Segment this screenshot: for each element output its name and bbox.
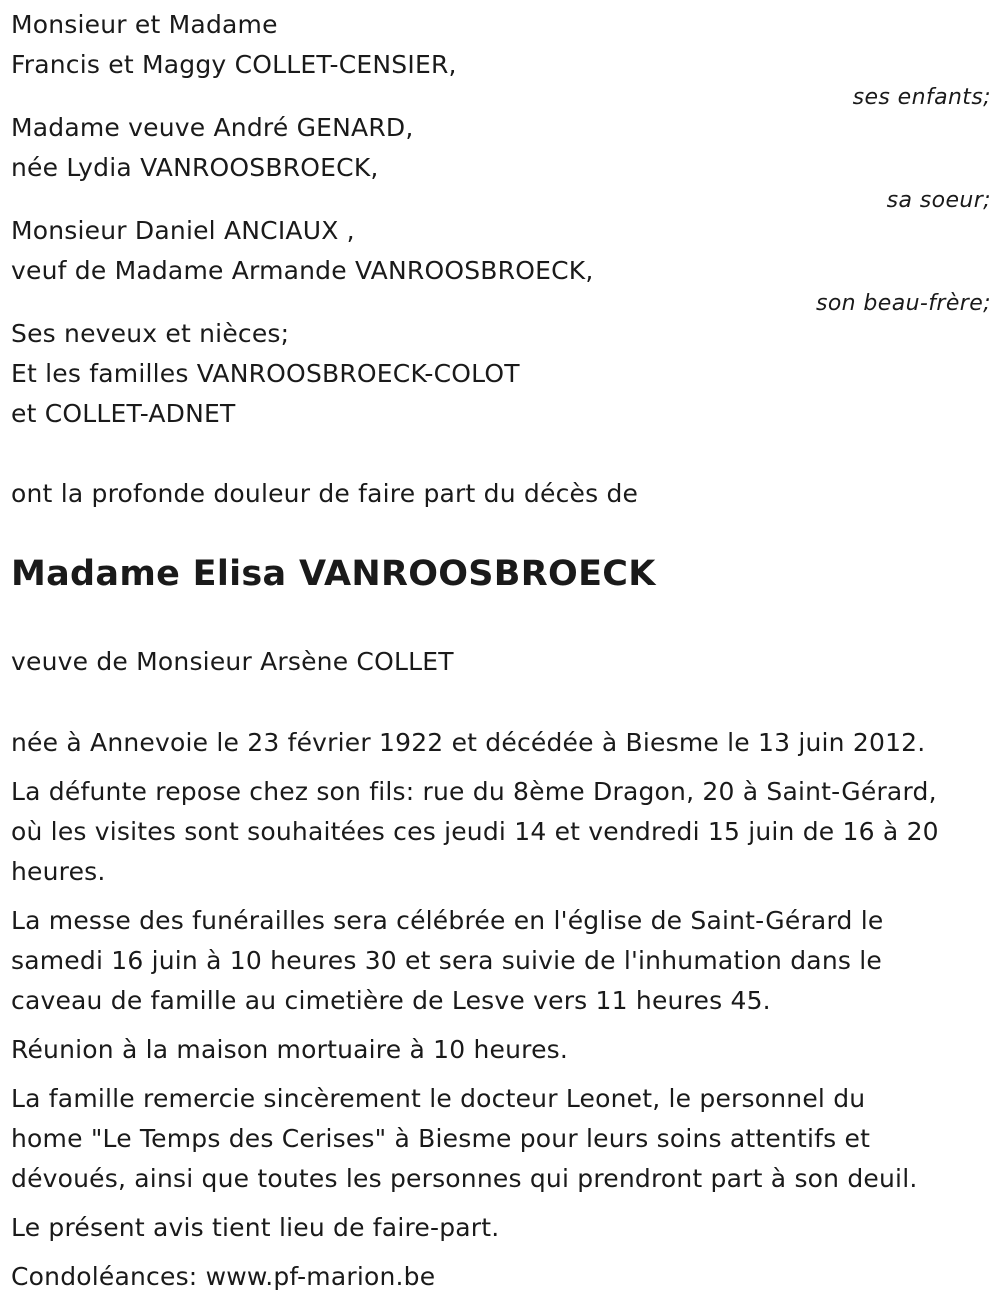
notice-paragraph bbox=[11, 1208, 991, 1248]
family-line: et COLLET-ADNET bbox=[11, 399, 236, 428]
family-group-extended bbox=[11, 314, 991, 434]
paragraph-line: heures. bbox=[11, 857, 106, 886]
family-line: Et les familles VANROOSBROECK-COLOT bbox=[11, 359, 520, 388]
relation-label: son beau-frère; bbox=[815, 291, 991, 316]
family-line: Ses neveux et nièces; bbox=[11, 319, 290, 348]
paragraph-line: Réunion à la maison mortuaire à 10 heures. bbox=[11, 1035, 569, 1064]
condolences-link[interactable]: Condoléances: www.pf-marion.be bbox=[11, 1262, 436, 1291]
condolences-paragraph bbox=[11, 1257, 991, 1297]
family-line: née Lydia VANROOSBROECK, bbox=[11, 153, 379, 182]
family-line: Monsieur et Madame bbox=[11, 10, 278, 39]
paragraph-line: née à Annevoie le 23 février 1922 et décédée à Biesme le 13 juin 2012. bbox=[11, 728, 926, 757]
paragraph-line: caveau de famille au cimetière de Lesve vers 11 heures 45. bbox=[11, 986, 771, 1015]
announcement-intro: ont la profonde douleur de faire part du décès de bbox=[11, 479, 639, 508]
family-group-sister bbox=[11, 108, 991, 214]
notice-body bbox=[11, 723, 991, 1306]
family-group-brother-in-law bbox=[11, 211, 991, 317]
funeral-mass-paragraph bbox=[11, 901, 991, 1021]
family-line: Madame veuve André GENARD, bbox=[11, 113, 414, 142]
paragraph-line: La famille remercie sincèrement le docteur Leonet, le personnel du bbox=[11, 1084, 866, 1113]
family-line: Francis et Maggy COLLET-CENSIER, bbox=[11, 50, 457, 79]
paragraph-line: Le présent avis tient lieu de faire-part. bbox=[11, 1213, 500, 1242]
meeting-paragraph bbox=[11, 1030, 991, 1070]
paragraph-line: dévoués, ainsi que toutes les personnes qui prendront part à son deuil. bbox=[11, 1164, 918, 1193]
relation-label: ses enfants; bbox=[852, 85, 991, 110]
family-group-children bbox=[11, 5, 991, 111]
visitation-paragraph bbox=[11, 772, 991, 892]
spouse-line: veuve de Monsieur Arsène COLLET bbox=[11, 647, 454, 676]
paragraph-line: La défunte repose chez son fils: rue du 8ème Dragon, 20 à Saint-Gérard, bbox=[11, 777, 937, 806]
family-line: Monsieur Daniel ANCIAUX , bbox=[11, 216, 355, 245]
relation-label: sa soeur; bbox=[886, 188, 991, 213]
paragraph-line: où les visites sont souhaitées ces jeudi 14 et vendredi 15 juin de 16 à 20 bbox=[11, 817, 939, 846]
birth-death-paragraph bbox=[11, 723, 991, 763]
paragraph-line: home "Le Temps des Cerises" à Biesme pour leurs soins attentifs et bbox=[11, 1124, 871, 1153]
deceased-name: Madame Elisa VANROOSBROECK bbox=[11, 554, 656, 594]
family-line: veuf de Madame Armande VANROOSBROECK, bbox=[11, 256, 594, 285]
thanks-paragraph bbox=[11, 1079, 991, 1199]
paragraph-line: La messe des funérailles sera célébrée en l'église de Saint-Gérard le bbox=[11, 906, 884, 935]
paragraph-line: samedi 16 juin à 10 heures 30 et sera suivie de l'inhumation dans le bbox=[11, 946, 882, 975]
